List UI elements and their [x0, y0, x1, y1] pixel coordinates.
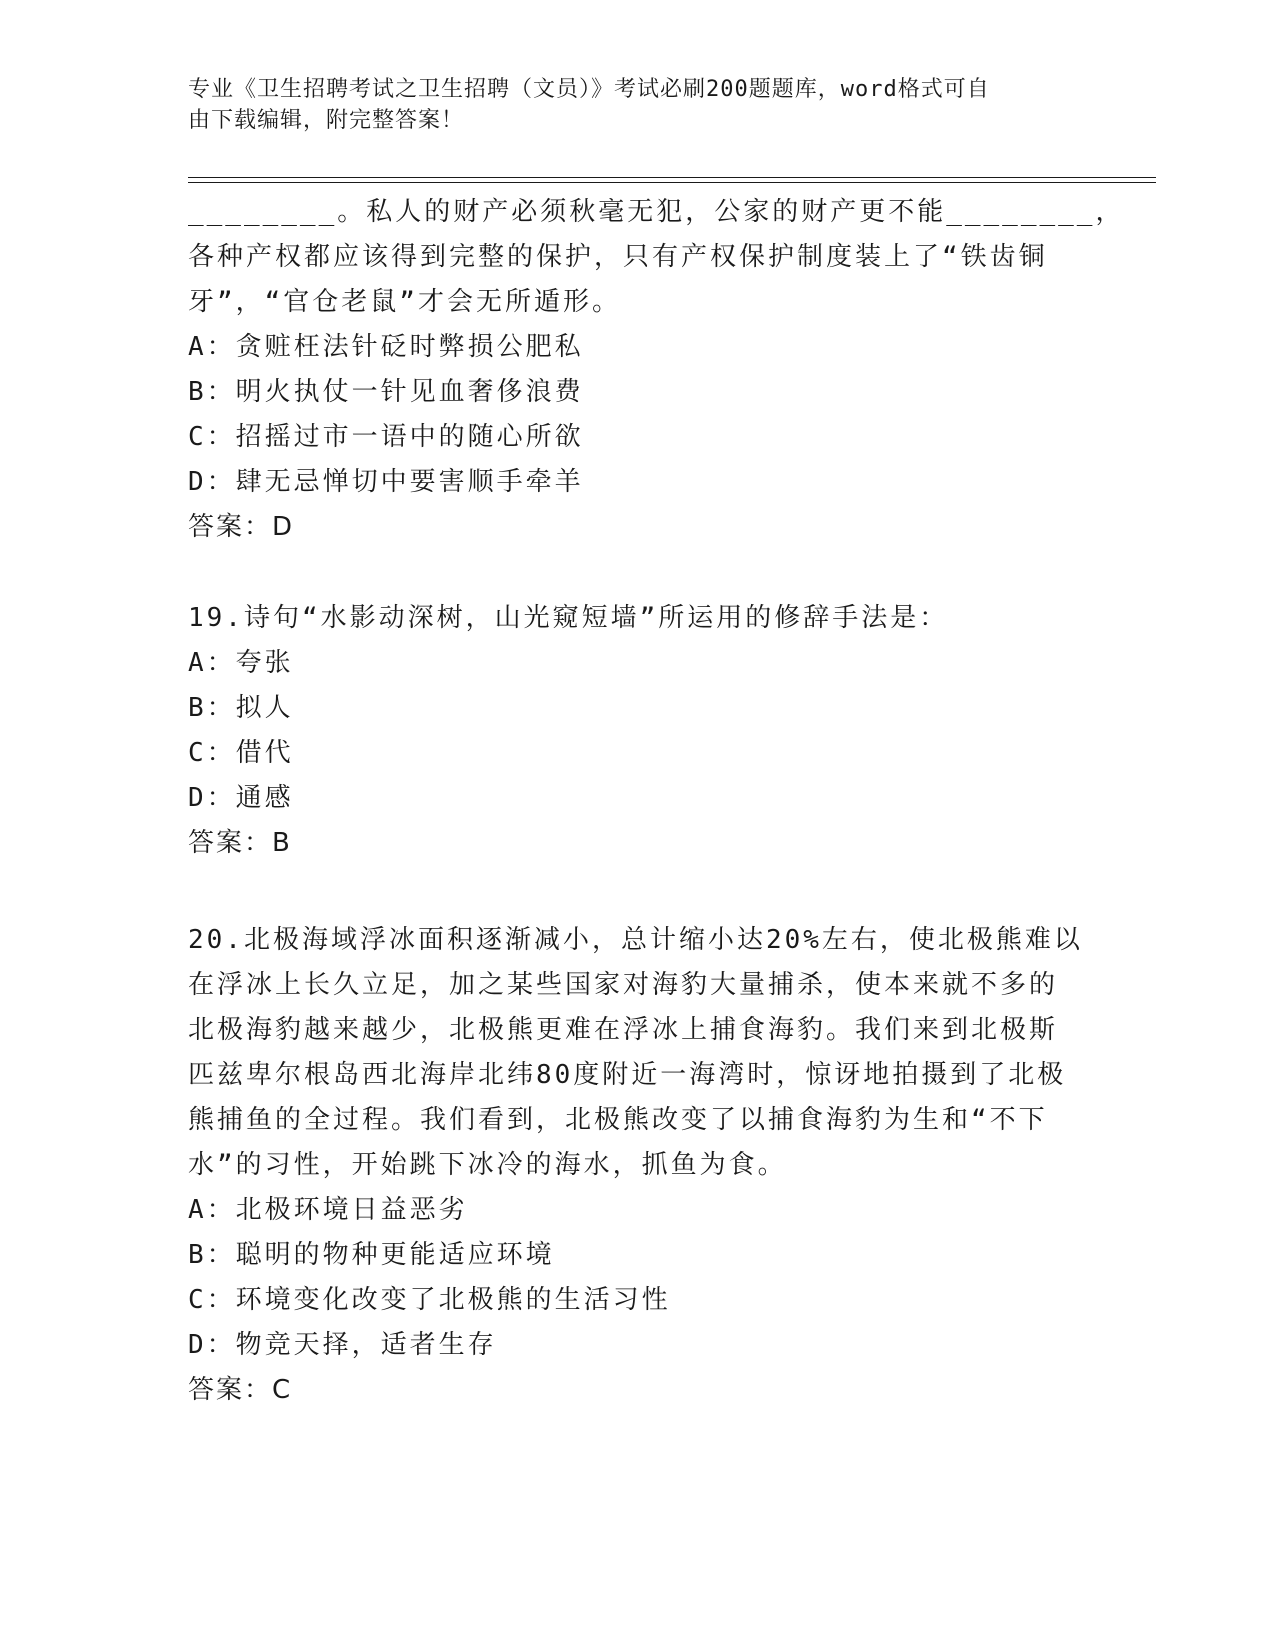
document-body: [188, 190, 1125, 1413]
question-text-line: 20.北极海域浮冰面积逐渐减小，总计缩小达20%左右，使北极熊难以: [188, 925, 1083, 955]
document-header: [188, 74, 1068, 136]
option-c: C：借代: [188, 738, 294, 768]
question-text-line: 19.诗句“水影动深树，山光窥短墙”所运用的修辞手法是：: [188, 603, 949, 633]
question-text-line: 熊捕鱼的全过程。我们看到，北极熊改变了以捕食海豹为生和“不下: [188, 1105, 1048, 1135]
header-divider-top: [188, 177, 1156, 178]
option-a: A：夸张: [188, 648, 294, 678]
option-d: D：物竞天择，适者生存: [188, 1330, 497, 1360]
question-text-line: 匹兹卑尔根岛西北海岸北纬80度附近一海湾时，惊讶地拍摄到了北极: [188, 1060, 1067, 1090]
option-d: D：通感: [188, 783, 294, 813]
question-19: [188, 596, 1088, 866]
option-c: C：环境变化改变了北极熊的生活习性: [188, 1285, 671, 1315]
question-text-line: 各种产权都应该得到完整的保护，只有产权保护制度装上了“铁齿铜: [188, 242, 1048, 272]
question-text-line: ________。私人的财产必须秋毫无犯，公家的财产更不能________，: [188, 197, 1125, 227]
question-text-line: 北极海豹越来越少，北极熊更难在浮冰上捕食海豹。我们来到北极斯: [188, 1015, 1059, 1045]
question-text-line: 水”的习性，开始跳下冰冷的海水，抓鱼为食。: [188, 1150, 787, 1180]
option-a: A：北极环境日益恶劣: [188, 1195, 468, 1225]
question-text-line: 牙”，“官仓老鼠”才会无所遁形。: [188, 287, 621, 317]
header-line-2: 由下载编辑，附完整答案！: [188, 108, 465, 133]
option-c: C：招摇过市一语中的随心所欲: [188, 422, 584, 452]
answer-label: 答案：C: [188, 1375, 293, 1405]
option-d: D：肆无忌惮切中要害顺手牵羊: [188, 467, 584, 497]
header-divider-bottom: [188, 182, 1156, 183]
header-line-1: 专业《卫生招聘考试之卫生招聘（文员）》考试必刷200题题库，word格式可自: [188, 77, 990, 102]
option-a: A：贪赃枉法针砭时弊损公肥私: [188, 332, 584, 362]
answer-label: 答案：B: [188, 828, 292, 858]
question-18: [188, 190, 1125, 550]
answer-label: 答案：D: [188, 512, 295, 542]
option-b: B：明火执仗一针见血奢侈浪费: [188, 377, 584, 407]
question-spacer: [188, 866, 1088, 918]
question-20: [188, 918, 1088, 1413]
question-spacer: [188, 550, 1088, 596]
option-b: B：拟人: [188, 693, 294, 723]
option-b: B：聪明的物种更能适应环境: [188, 1240, 555, 1270]
question-text-line: 在浮冰上长久立足，加之某些国家对海豹大量捕杀，使本来就不多的: [188, 970, 1059, 1000]
